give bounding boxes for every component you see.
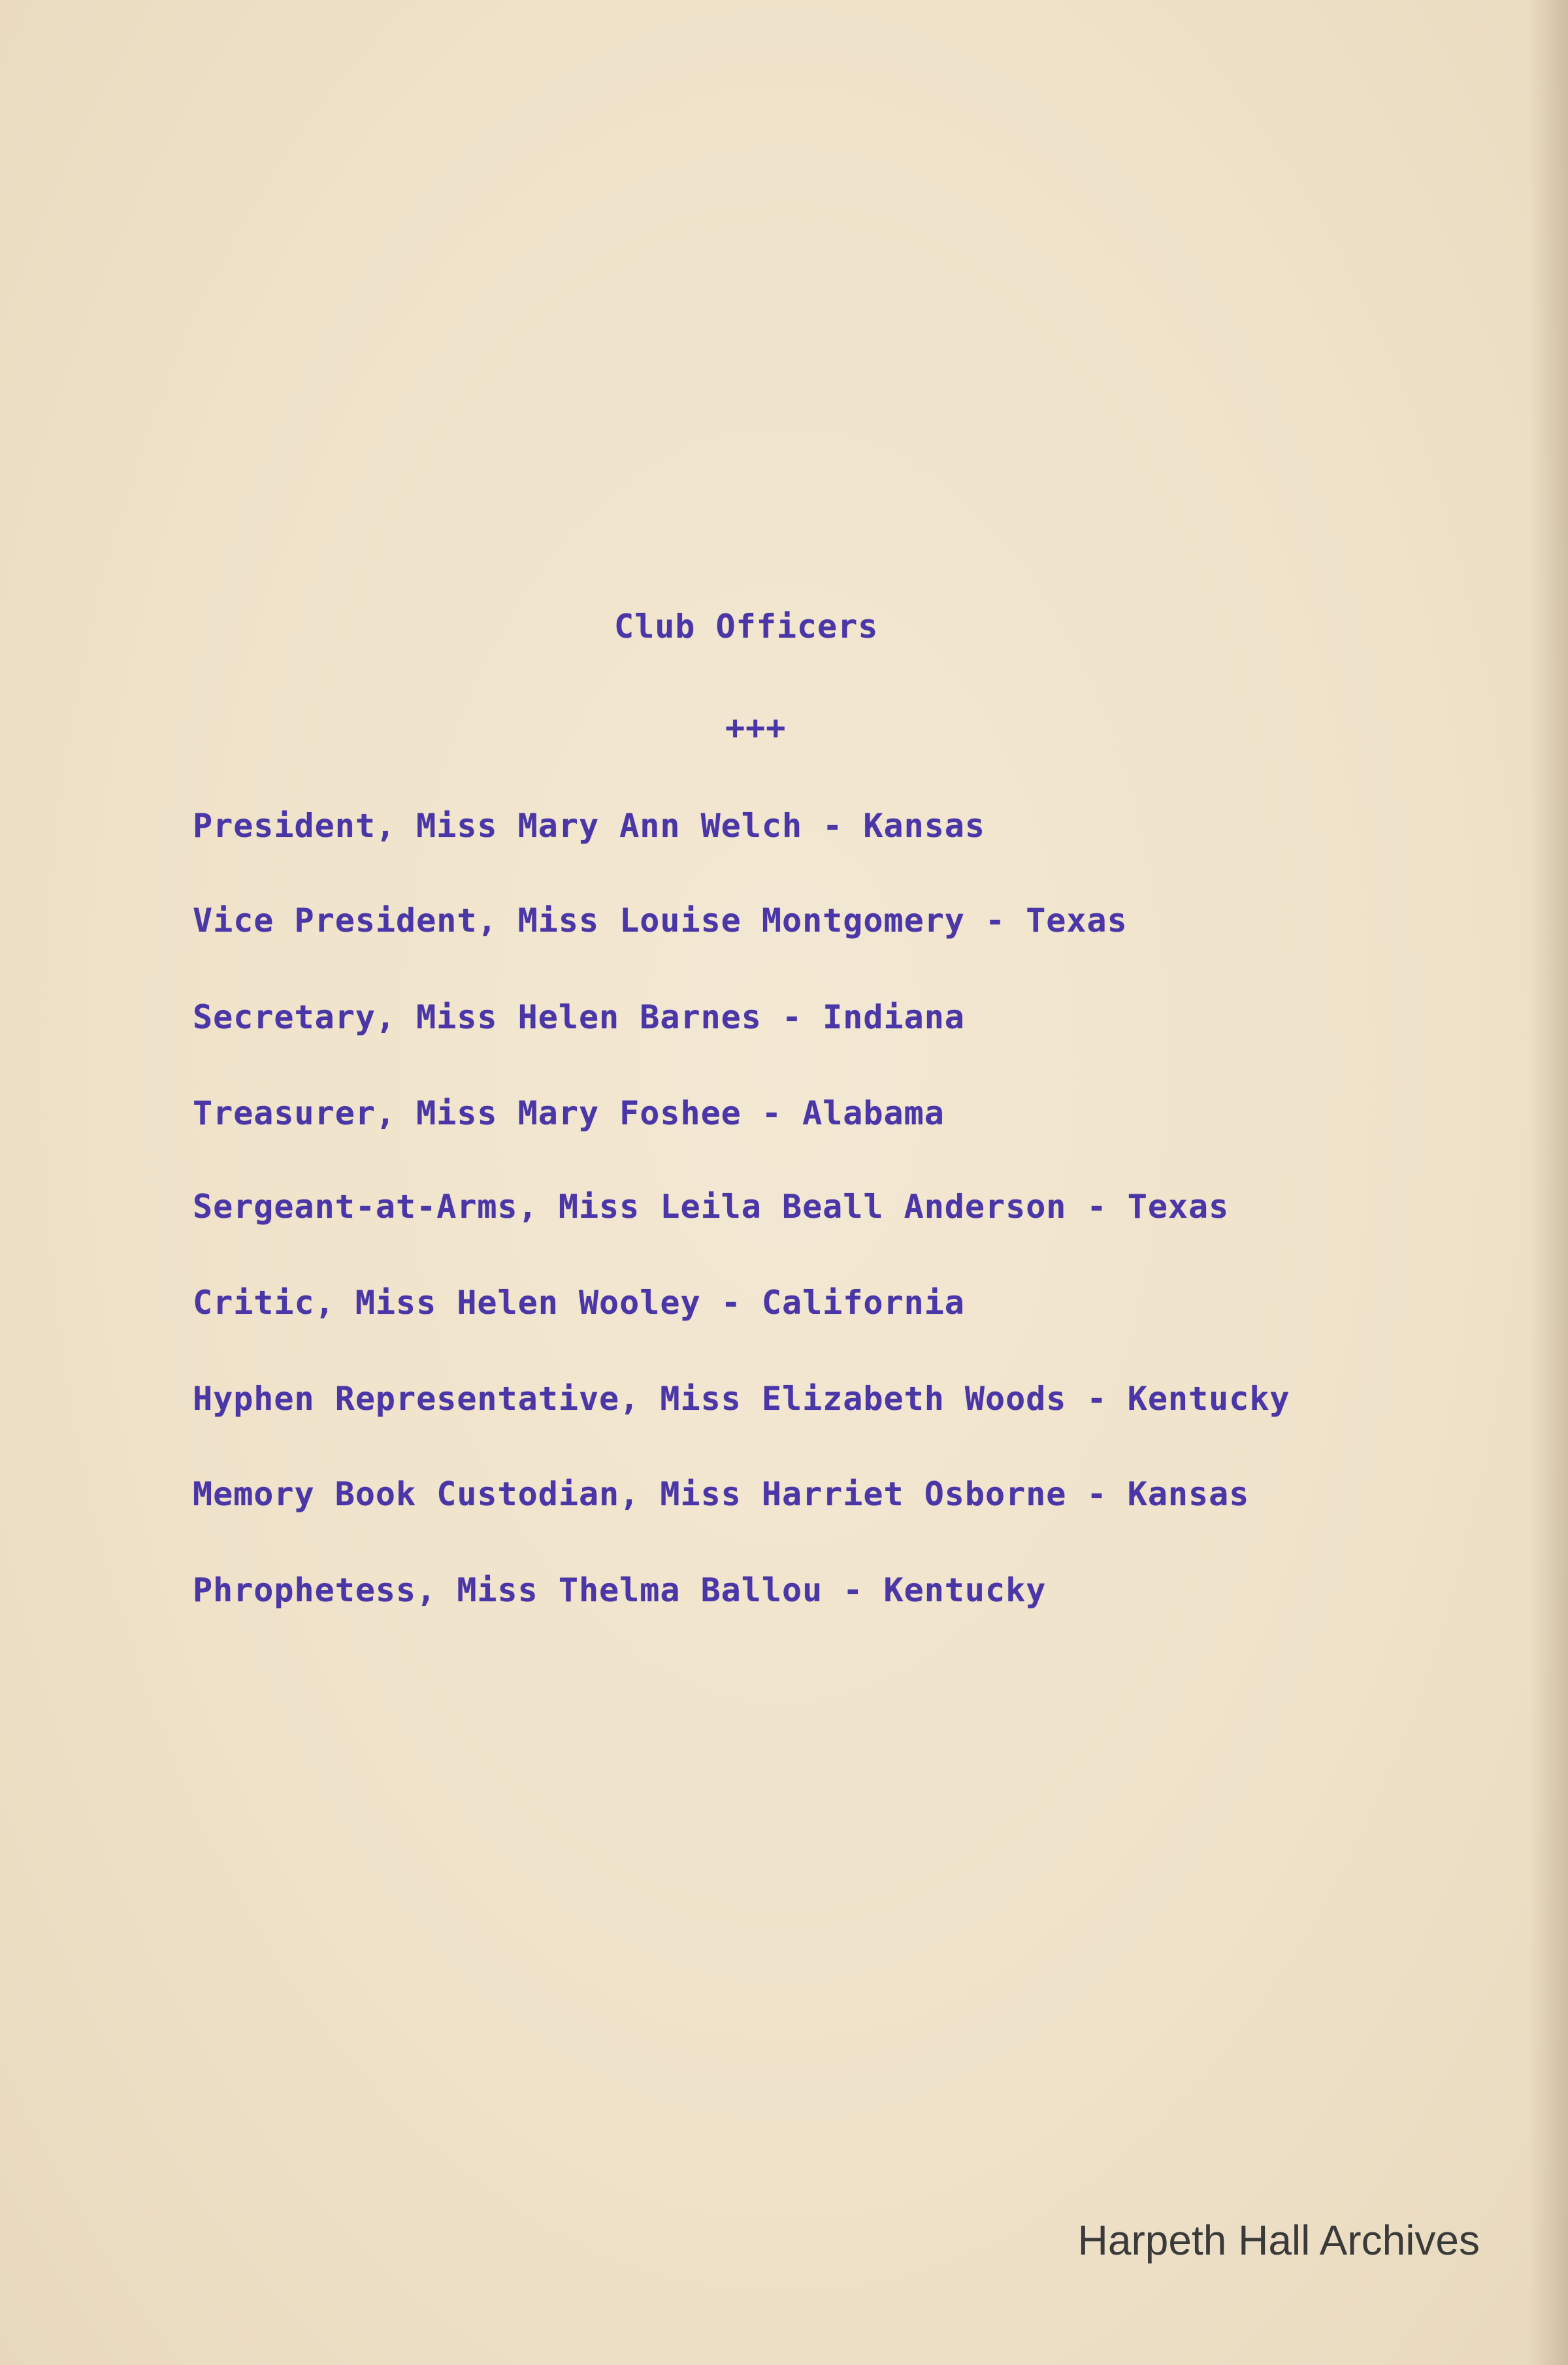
officer-line: Secretary, Miss Helen Barnes - Indiana (193, 998, 965, 1036)
officer-line: Memory Book Custodian, Miss Harriet Osborne - Kansas (193, 1475, 1250, 1513)
page-edge-shadow (1529, 0, 1568, 2365)
archive-watermark: Harpeth Hall Archives (1077, 2217, 1480, 2264)
officer-line: Treasurer, Miss Mary Foshee - Alabama (193, 1094, 945, 1132)
officer-line: Phrophetess, Miss Thelma Ballou - Kentucky (193, 1571, 1047, 1609)
title-divider: +++ (725, 709, 787, 747)
officer-line: Vice President, Miss Louise Montgomery - Texas (193, 902, 1128, 939)
page-title: Club Officers (614, 608, 879, 645)
officer-line: Sergeant-at-Arms, Miss Leila Beall Anderson - Texas (193, 1188, 1230, 1226)
officer-line: President, Miss Mary Ann Welch - Kansas (193, 807, 985, 845)
officer-line: Hyphen Representative, Miss Elizabeth Woods - Kentucky (193, 1380, 1290, 1418)
officer-line: Critic, Miss Helen Wooley - California (193, 1284, 965, 1322)
